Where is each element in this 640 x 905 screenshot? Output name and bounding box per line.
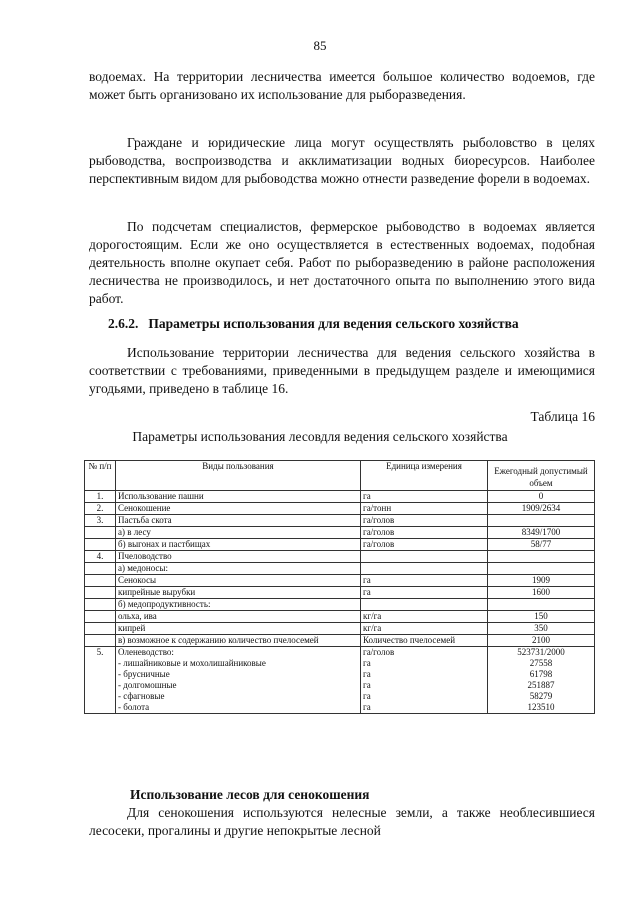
table-row bbox=[85, 503, 595, 515]
row-use-type: кипрей bbox=[116, 623, 361, 635]
row-volume: 1600 bbox=[488, 587, 595, 599]
row-number: 1. bbox=[85, 491, 116, 503]
row-unit bbox=[361, 551, 488, 563]
row-number bbox=[85, 587, 116, 599]
row-unit: га bbox=[363, 702, 371, 712]
table-row bbox=[85, 635, 595, 647]
row-unit: Количество пчелосемей bbox=[361, 635, 488, 647]
table-row bbox=[85, 563, 595, 575]
table-row bbox=[85, 491, 595, 503]
paragraph-haymaking: Для сенокошения используются нелесные земли, а также необлесившиеся лесосеки, прогалины и другие непокрытые лесной bbox=[89, 805, 595, 838]
row-unit: га/голов bbox=[361, 539, 488, 551]
paragraph-fishery-intro: водоемах. На территории лесничества имеется большое количество водоемов, где может быть организовано их использование для рыборазведения. bbox=[89, 69, 595, 102]
agriculture-parameters-table bbox=[84, 460, 595, 714]
page-number: 85 bbox=[313, 38, 327, 53]
row-volume: 61798 bbox=[529, 669, 553, 679]
paragraph-agriculture-use: Использование территории лесничества для ведения сельского хозяйства в соответствии с требованиями, приведенными в предыдущем разделе и имеющимися угодьями, приведено в таблице 16. bbox=[89, 345, 595, 396]
section-title: Параметры использования для ведения сельского хозяйства bbox=[148, 316, 519, 331]
table-row bbox=[85, 611, 595, 623]
section-heading bbox=[108, 316, 519, 332]
header-annual-volume: Ежегодный допустимый объем bbox=[488, 461, 595, 491]
row-number bbox=[85, 527, 116, 539]
row-number bbox=[85, 563, 116, 575]
row-unit: га/голов bbox=[361, 515, 488, 527]
row-unit: га bbox=[361, 491, 488, 503]
table-row bbox=[85, 515, 595, 527]
row-use-type: Использование пашни bbox=[116, 491, 361, 503]
table-row bbox=[85, 599, 595, 611]
paragraph-fish-farming-cost: По подсчетам специалистов, фермерское рыбоводство в водоемах является дорогостоящим. Если же оно осуществляется в естественных водоемах, подобная деятельность вполне окупает себя. Работ по рыборазведению в районе расположения лесничества не производилось, и нет достаточного опыта по выполнению этого вида работ. bbox=[89, 219, 595, 306]
row-number: 4. bbox=[85, 551, 116, 563]
row-volume: 523731/2000 bbox=[517, 647, 565, 657]
table-header-row bbox=[85, 461, 595, 491]
row-volume bbox=[488, 563, 595, 575]
row-use-type: - лишайниковые и мохолишайниковые bbox=[118, 658, 266, 668]
header-number: № п/п bbox=[85, 461, 116, 491]
row-volume: 27558 bbox=[529, 658, 553, 668]
row-unit bbox=[361, 563, 488, 575]
row-number bbox=[85, 575, 116, 587]
row-volume: 350 bbox=[488, 623, 595, 635]
table-row bbox=[85, 587, 595, 599]
row-volume: 2100 bbox=[488, 635, 595, 647]
row-number bbox=[85, 611, 116, 623]
row-volume: 58279 bbox=[529, 691, 553, 701]
row-use-type: Сенокошение bbox=[116, 503, 361, 515]
table-row bbox=[85, 527, 595, 539]
row-use-type: - болота bbox=[118, 702, 150, 712]
table-title: Параметры использования лесовдля ведения сельского хозяйства bbox=[132, 429, 508, 444]
row-volume: 58/77 bbox=[488, 539, 595, 551]
row-use-type: ольха, ива bbox=[116, 611, 361, 623]
row-number bbox=[85, 539, 116, 551]
row-volume: 1909 bbox=[488, 575, 595, 587]
row-use-type: б) медопродуктивность: bbox=[116, 599, 361, 611]
row-volume bbox=[488, 551, 595, 563]
row-number: 2. bbox=[85, 503, 116, 515]
row-unit: га/тонн bbox=[361, 503, 488, 515]
row-number bbox=[85, 635, 116, 647]
row-volume: 150 bbox=[488, 611, 595, 623]
row-use-type: - брусничные bbox=[118, 669, 170, 679]
header-unit: Единица измерения bbox=[361, 461, 488, 491]
table-row bbox=[85, 551, 595, 563]
row-use-type: а) в лесу bbox=[116, 527, 361, 539]
row-unit: га bbox=[361, 587, 488, 599]
row-volume bbox=[488, 515, 595, 527]
header-use-type: Виды пользования bbox=[116, 461, 361, 491]
row-use-type: Пчеловодство bbox=[116, 551, 361, 563]
subheading-haymaking: Использование лесов для сенокошения bbox=[130, 787, 370, 802]
row-volume-list bbox=[488, 647, 595, 714]
row-volume: 0 bbox=[488, 491, 595, 503]
row-number bbox=[85, 599, 116, 611]
row-unit: кг/га bbox=[361, 623, 488, 635]
row-use-type: Оленеводство: bbox=[118, 647, 174, 657]
row-volume bbox=[488, 599, 595, 611]
row-use-type-list bbox=[116, 647, 361, 714]
row-unit: га bbox=[361, 575, 488, 587]
row-use-type: кипрейные вырубки bbox=[116, 587, 361, 599]
row-unit: га/голов bbox=[361, 527, 488, 539]
row-use-type: Пастьба скота bbox=[116, 515, 361, 527]
table-row bbox=[85, 623, 595, 635]
row-unit: га bbox=[363, 680, 371, 690]
row-use-type: б) выгонах и пастбищах bbox=[116, 539, 361, 551]
row-number: 5. bbox=[85, 647, 116, 714]
row-unit: га bbox=[363, 658, 371, 668]
row-volume: 251887 bbox=[527, 680, 555, 690]
row-use-type: в) возможное к содержанию количество пчелосемей bbox=[116, 635, 361, 647]
row-unit: га bbox=[363, 669, 371, 679]
row-unit-list bbox=[361, 647, 488, 714]
row-use-type: - долгомошные bbox=[118, 680, 177, 690]
row-number: 3. bbox=[85, 515, 116, 527]
row-use-type: - сфагновые bbox=[118, 691, 165, 701]
section-number: 2.6.2. bbox=[108, 316, 139, 331]
row-unit: кг/га bbox=[361, 611, 488, 623]
row-use-type: Сенокосы bbox=[116, 575, 361, 587]
row-number bbox=[85, 623, 116, 635]
row-volume: 1909/2634 bbox=[488, 503, 595, 515]
table-row bbox=[85, 539, 595, 551]
table-row-reindeer bbox=[85, 647, 595, 714]
table-caption: Таблица 16 bbox=[530, 409, 595, 424]
row-unit: га bbox=[363, 691, 371, 701]
row-volume: 123510 bbox=[527, 702, 555, 712]
row-unit: га/голов bbox=[363, 647, 395, 657]
row-volume: 8349/1700 bbox=[488, 527, 595, 539]
table-row bbox=[85, 575, 595, 587]
paragraph-fishing-rights: Граждане и юридические лица могут осуществлять рыболовство в целях рыбоводства, воспроизводства и акклиматизации водных биоресурсов. Наиболее перспективным видом для рыбоводства можно отнести разведение форели в водоемах. bbox=[89, 135, 595, 186]
row-unit bbox=[361, 599, 488, 611]
row-use-type: а) медоносы: bbox=[116, 563, 361, 575]
